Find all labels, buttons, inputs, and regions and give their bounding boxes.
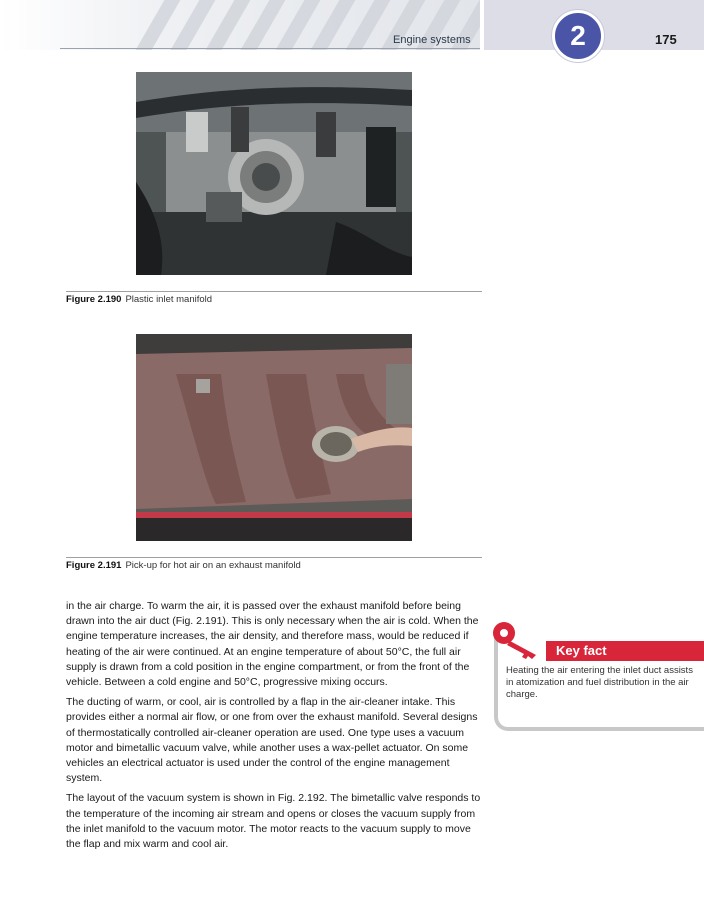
body-text: [66, 599, 482, 857]
paragraph: The ducting of warm, or cool, air is controlled by a flap in the air-cleaner intake. This provides either a normal air flow, or one from over the exhaust manifold. Several designs of thermostatically controlled air-cleaner operation are used. One type uses a vacuum motor and bimetallic vacuum valve, while another uses a wax-pellet actuator. On some vehicles an electrical actuator is used under the control of the engine management system.: [66, 696, 478, 785]
figure-caption: [66, 294, 212, 305]
figure-2-191-photo: [136, 334, 412, 541]
paragraph: in the air charge. To warm the air, it is passed over the exhaust manifold before being drawn into the air duct (Fig. 2.191). This is only necessary when the air is cold. When the engine temperature increases, the air density, and therefore mass, would be reduced if heating of the air were continued. At an engine temperature of about 50°C, the full air supply is drawn from a cold position in the engine compartment, or from the front of the vehicle. Between a cold engine and 50°C, progressive mixing occurs.: [66, 600, 479, 689]
page-number: 175: [655, 32, 677, 47]
figure-caption-text: Plastic inlet manifold: [125, 294, 213, 305]
figure-number: Figure 2.190: [66, 294, 122, 305]
key-fact-box: [494, 635, 704, 731]
figure-caption: [66, 560, 301, 571]
chapter-number: 2: [552, 10, 604, 62]
header-rule: [60, 48, 480, 49]
caption-rule: [66, 291, 482, 292]
key-fact-title: Key fact: [546, 641, 704, 661]
figure-caption-text: Pick-up for hot air on an exhaust manifold: [125, 560, 301, 571]
section-title: Engine systems: [393, 34, 471, 46]
key-fact-text: Heating the air entering the inlet duct assists in atomization and fuel distribution in the air charge.: [506, 665, 693, 700]
caption-rule: [66, 557, 482, 558]
paragraph: The layout of the vacuum system is shown in Fig. 2.192. The bimetallic valve responds to the temperature of the incoming air stream and opens or closes the vacuum supply from the inlet manifold to the vacuum motor. The motor reacts to the vacuum supply to move the flap and mix warm and cool air.: [66, 792, 481, 851]
figure-2-190-photo: [136, 72, 412, 275]
key-icon: [490, 617, 550, 666]
figure-number: Figure 2.191: [66, 560, 122, 571]
